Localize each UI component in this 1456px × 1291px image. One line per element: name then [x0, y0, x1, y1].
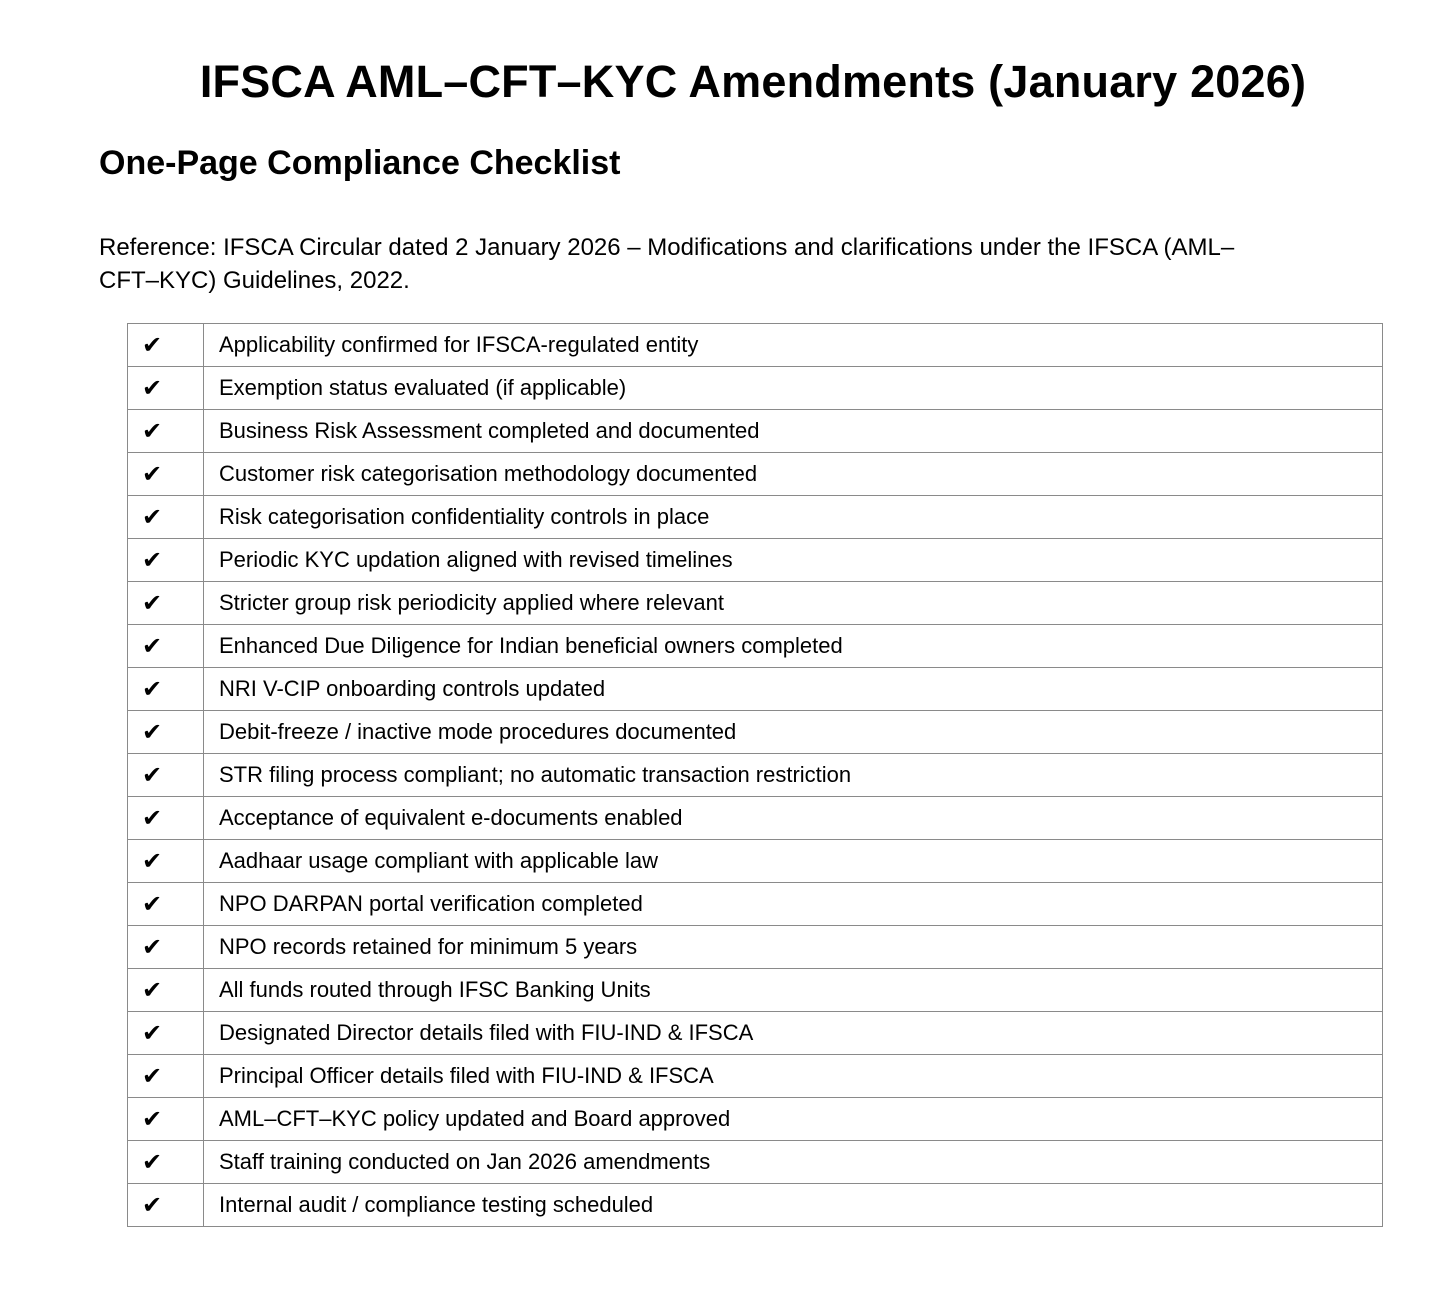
document-subtitle: One-Page Compliance Checklist	[99, 144, 621, 182]
checkmark-icon: ✔	[128, 1098, 204, 1141]
checkmark-icon: ✔	[128, 410, 204, 453]
checklist-item-label: Stricter group risk periodicity applied where relevant	[204, 582, 1383, 625]
checklist-item-label: AML–CFT–KYC policy updated and Board approved	[204, 1098, 1383, 1141]
checklist-item-label: Risk categorisation confidentiality controls in place	[204, 496, 1383, 539]
checklist-row	[128, 668, 1383, 711]
checkmark-icon: ✔	[128, 582, 204, 625]
checklist-item-label: Exemption status evaluated (if applicable)	[204, 367, 1383, 410]
checkmark-icon: ✔	[128, 1012, 204, 1055]
checkmark-icon: ✔	[128, 926, 204, 969]
checkmark-icon: ✔	[128, 1184, 204, 1227]
checklist-row	[128, 539, 1383, 582]
checklist-item-label: Applicability confirmed for IFSCA-regulated entity	[204, 324, 1383, 367]
checklist-row	[128, 883, 1383, 926]
checklist-row	[128, 496, 1383, 539]
checkmark-icon: ✔	[128, 840, 204, 883]
checklist-row	[128, 840, 1383, 883]
checklist-item-label: Periodic KYC updation aligned with revised timelines	[204, 539, 1383, 582]
checklist-item-label: Enhanced Due Diligence for Indian beneficial owners completed	[204, 625, 1383, 668]
checklist-item-label: Principal Officer details filed with FIU-IND & IFSCA	[204, 1055, 1383, 1098]
checklist-row	[128, 625, 1383, 668]
checkmark-icon: ✔	[128, 1055, 204, 1098]
checkmark-icon: ✔	[128, 324, 204, 367]
checklist-row	[128, 711, 1383, 754]
checklist-row	[128, 582, 1383, 625]
checkmark-icon: ✔	[128, 969, 204, 1012]
checklist-row	[128, 1055, 1383, 1098]
document-title: IFSCA AML–CFT–KYC Amendments (January 2026)	[199, 56, 1307, 107]
checklist-item-label: Debit-freeze / inactive mode procedures documented	[204, 711, 1383, 754]
checklist-item-label: Customer risk categorisation methodology documented	[204, 453, 1383, 496]
reference-text: Reference: IFSCA Circular dated 2 January 2026 – Modifications and clarifications under the IFSCA (AML–CFT–KYC) Guidelines, 2022.	[99, 234, 1235, 294]
checklist-row	[128, 1184, 1383, 1227]
checkmark-icon: ✔	[128, 367, 204, 410]
checklist-item-label: All funds routed through IFSC Banking Units	[204, 969, 1383, 1012]
checklist-item-label: NPO DARPAN portal verification completed	[204, 883, 1383, 926]
checklist-row	[128, 367, 1383, 410]
checklist-item-label: Staff training conducted on Jan 2026 amendments	[204, 1141, 1383, 1184]
checkmark-icon: ✔	[128, 1141, 204, 1184]
checklist-item-label: STR filing process compliant; no automatic transaction restriction	[204, 754, 1383, 797]
checklist-row	[128, 969, 1383, 1012]
checklist-body	[128, 324, 1383, 1227]
checklist-item-label: Designated Director details filed with FIU-IND & IFSCA	[204, 1012, 1383, 1055]
checklist-row	[128, 926, 1383, 969]
checklist-row	[128, 453, 1383, 496]
checklist-row	[128, 1098, 1383, 1141]
compliance-checklist-table	[127, 323, 1383, 1227]
checkmark-icon: ✔	[128, 539, 204, 582]
checkmark-icon: ✔	[128, 754, 204, 797]
checkmark-icon: ✔	[128, 668, 204, 711]
checkmark-icon: ✔	[128, 625, 204, 668]
checkmark-icon: ✔	[128, 496, 204, 539]
checklist-row	[128, 1141, 1383, 1184]
checkmark-icon: ✔	[128, 453, 204, 496]
checkmark-icon: ✔	[128, 711, 204, 754]
checklist-item-label: Aadhaar usage compliant with applicable law	[204, 840, 1383, 883]
checkmark-icon: ✔	[128, 797, 204, 840]
checklist-item-label: Business Risk Assessment completed and documented	[204, 410, 1383, 453]
checklist-item-label: Internal audit / compliance testing scheduled	[204, 1184, 1383, 1227]
checklist-item-label: Acceptance of equivalent e-documents enabled	[204, 797, 1383, 840]
checklist-item-label: NPO records retained for minimum 5 years	[204, 926, 1383, 969]
checklist-row	[128, 324, 1383, 367]
checkmark-icon: ✔	[128, 883, 204, 926]
checklist-row	[128, 754, 1383, 797]
checklist-item-label: NRI V-CIP onboarding controls updated	[204, 668, 1383, 711]
checklist-row	[128, 1012, 1383, 1055]
checklist-row	[128, 797, 1383, 840]
checklist-row	[128, 410, 1383, 453]
